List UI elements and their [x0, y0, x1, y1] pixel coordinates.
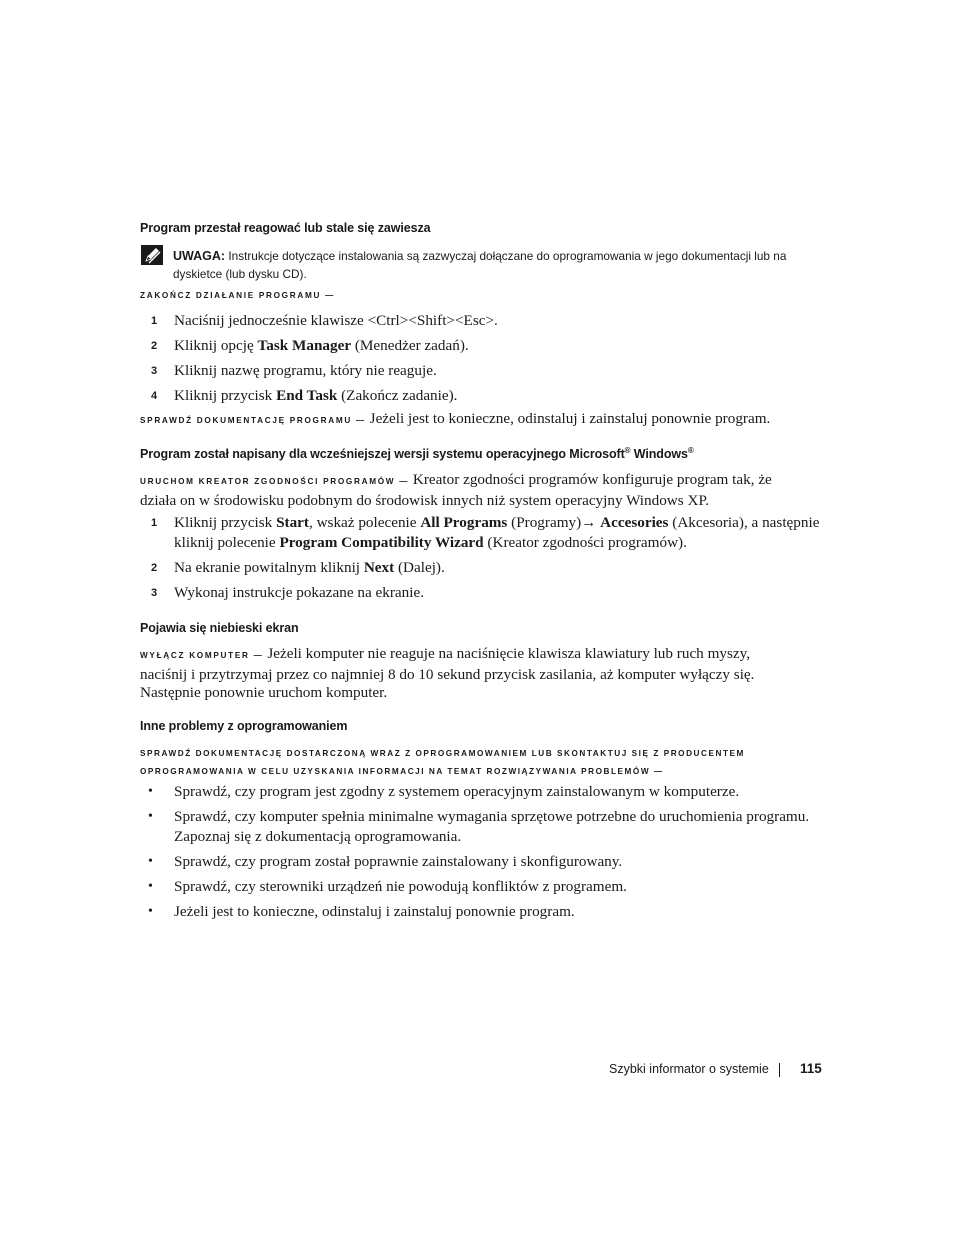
ui-term-accessories: Accesories	[600, 514, 669, 531]
step-number: 1	[151, 517, 158, 529]
step-2	[140, 336, 820, 356]
compat-wizard-steps	[140, 513, 820, 602]
checklist-text: Sprawdź, czy program jest zgodny z systemem operacyjnym zainstalowanym w komputerze.	[174, 783, 740, 800]
section-title-windows: Windows	[630, 447, 688, 461]
step-text: Kliknij opcję	[174, 337, 258, 354]
step-1	[140, 311, 820, 331]
shutdown-paragraph	[140, 645, 820, 703]
checklist-item	[140, 852, 820, 872]
checklist-text: Jeżeli jest to konieczne, odinstaluj i zainstaluj ponownie program.	[174, 902, 575, 920]
step-text: Naciśnij jednocześnie klawisze <Ctrl><Shift><Esc>.	[174, 312, 498, 329]
step-4	[140, 386, 820, 406]
step-text: (Dalej).	[394, 558, 445, 576]
registered-mark: ®	[687, 446, 694, 455]
software-checklist	[140, 782, 820, 921]
bullet-icon: •	[148, 784, 153, 799]
bullet-icon: •	[148, 853, 153, 869]
ui-term-end-task: End Task	[276, 387, 338, 404]
note-label: UWAGA:	[173, 249, 226, 263]
ui-term-task-manager: Task Manager	[257, 337, 352, 354]
compat-wizard-heading: URUCHOM KREATOR ZGODNOŚCI PROGRAMÓW —	[140, 477, 410, 486]
checklist-text: Sprawdź, czy program został poprawnie zainstalowany i skonfigurowany.	[174, 852, 623, 870]
contact-vendor-heading-line-2: OPROGRAMOWANIA W CELU UZYSKANIA INFORMACJI NA TEMAT ROZWIĄZYWANIA PROBLEMÓW —	[140, 767, 664, 776]
checklist-item	[140, 782, 820, 802]
step-number: 1	[151, 315, 158, 327]
section-title-text: Program został napisany dla wcześniejszej wersji systemu operacyjnego Microsoft	[140, 447, 625, 461]
note-text	[173, 247, 803, 283]
note-pencil-icon	[141, 245, 163, 265]
registered-mark: ®	[624, 446, 631, 455]
step-text: (Programy)	[507, 514, 582, 531]
step-1	[140, 513, 820, 552]
contact-vendor-heading-line-1: SPRAWDŹ DOKUMENTACJĘ DOSTARCZONĄ WRAZ Z OPROGRAMOWANIEM LUB SKONTAKTUJ SIĘ Z PRODUCENTEM	[140, 749, 745, 758]
ui-term-start: Start	[276, 514, 309, 531]
step-text: Na ekranie powitalnym kliknij	[174, 558, 364, 576]
page-number: 115	[800, 1061, 822, 1076]
ui-term-all-programs: All Programs	[420, 514, 508, 531]
step-number: 4	[151, 390, 158, 402]
arrow-right-icon: →	[581, 514, 597, 531]
step-text: (Menedżer zadań).	[351, 337, 469, 354]
compat-wizard-line-2: działa on w środowisku podobnym do środowisk innych niż system operacyjny Windows XP.	[140, 491, 710, 509]
note-body: Instrukcje dotyczące instalowania są zazwyczaj dołączane do oprogramowania w jego dokumentacji lub na dyskietce (lub dysku CD).	[173, 249, 787, 281]
end-task-steps	[140, 311, 820, 406]
step-3	[140, 361, 820, 381]
compat-wizard-text: Kreator zgodności programów konfiguruje program tak, że	[409, 471, 772, 488]
compat-wizard-paragraph	[140, 471, 820, 510]
step-number: 3	[151, 365, 158, 377]
step-text: Kliknij nazwę programu, który nie reaguje.	[174, 362, 437, 379]
step-3	[140, 583, 820, 603]
checklist-text: Sprawdź, czy sterowniki urządzeń nie powodują konfliktów z programem.	[174, 877, 627, 895]
end-program-heading	[140, 291, 335, 300]
check-documentation-heading: SPRAWDŹ DOKUMENTACJĘ PROGRAMU —	[140, 416, 366, 425]
step-number: 2	[151, 340, 158, 352]
bullet-icon: •	[148, 903, 153, 919]
shutdown-line-1	[140, 645, 820, 666]
section-title-program-hangs: Program przestał reagować lub stale się zawiesza	[140, 221, 431, 235]
checklist-item	[140, 902, 820, 922]
step-text: (Kreator zgodności programów).	[483, 533, 687, 551]
checklist-item	[140, 807, 820, 846]
shutdown-line-2: naciśnij i przytrzymaj przez co najmniej 8 do 10 sekund przycisk zasilania, aż komputer wyłączy się.	[140, 665, 755, 683]
step-text: Wykonaj instrukcje pokazane na ekranie.	[174, 583, 424, 601]
section-title-blue-screen: Pojawia się niebieski ekran	[140, 621, 299, 635]
step-number: 2	[151, 561, 158, 574]
check-documentation-paragraph	[140, 410, 820, 431]
shutdown-text: Jeżeli komputer nie reaguje na naciśnięcie klawisza klawiatury lub ruch myszy,	[263, 645, 751, 662]
step-text: (Akcesoria), a następnie kliknij polecenie	[174, 514, 820, 551]
checklist-text: Sprawdź, czy komputer spełnia minimalne wymagania sprzętowe potrzebne do uruchomienia programu. Zapoznaj się z dokumentacją oprogramowania.	[174, 808, 810, 845]
compat-wizard-line-1	[140, 471, 820, 492]
step-number: 3	[151, 586, 158, 599]
shutdown-heading: WYŁĄCZ KOMPUTER —	[140, 651, 264, 660]
step-text: Kliknij przycisk	[174, 514, 277, 531]
ui-term-compat-wizard: Program Compatibility Wizard	[279, 533, 484, 551]
checklist-item	[140, 877, 820, 897]
ui-term-next: Next	[363, 558, 395, 576]
footer-divider	[779, 1063, 780, 1077]
section-title-other-problems: Inne problemy z oprogramowaniem	[140, 719, 348, 733]
contact-vendor-heading	[140, 745, 745, 781]
shutdown-line-3: Następnie ponownie uruchom komputer.	[140, 684, 388, 701]
check-documentation-text: Jeżeli jest to konieczne, odinstaluj i zainstaluj ponownie program.	[365, 410, 771, 427]
bullet-icon: •	[148, 878, 153, 894]
footer-label: Szybki informator o systemie	[609, 1062, 769, 1076]
section-title-older-windows	[140, 446, 694, 461]
end-program-heading-text: ZAKOŃCZ DZIAŁANIE PROGRAMU —	[140, 291, 335, 300]
step-text: Kliknij przycisk	[174, 387, 277, 404]
step-2	[140, 558, 820, 578]
step-text: (Zakończ zadanie).	[337, 387, 458, 404]
bullet-icon: •	[148, 809, 153, 824]
step-text: , wskaż polecenie	[308, 514, 421, 531]
